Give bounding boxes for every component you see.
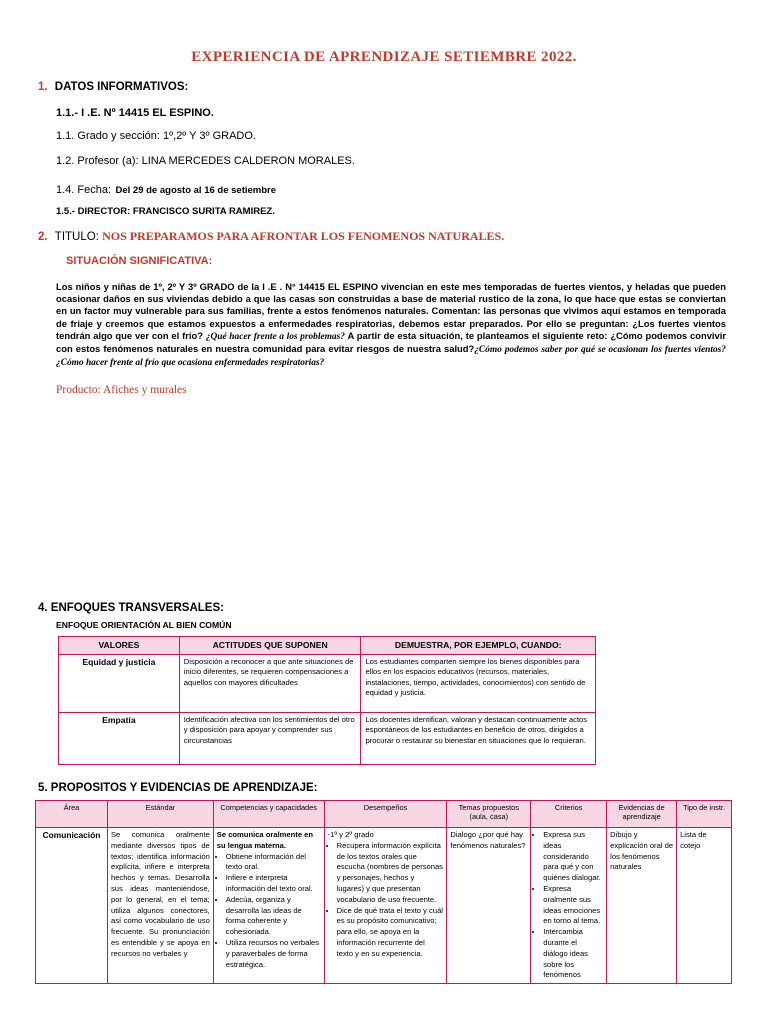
- list-item: • Infiere e interpreta información del texto oral.: [226, 873, 321, 895]
- valor-cell: Empatía: [59, 712, 180, 764]
- col-instrumento: Tipo de instr.: [677, 801, 732, 828]
- ejemplo-cell: Los estudiantes comparten siempre los bienes disponibles para ellos en los espacios educativos (recursos, materiales, instalaciones, tiempo, actividades, conocimientos) con sentido de equidad y justicia.: [361, 654, 596, 712]
- section-5-heading: 5. PROPOSITOS Y EVIDENCIAS DE APRENDIZAJE:: [38, 782, 318, 794]
- section-1-heading: [38, 81, 188, 93]
- fecha-line: [56, 180, 276, 198]
- table-header-row: [36, 801, 732, 828]
- temas-cell: Dialogo ¿por qué hay fenómenos naturales?: [447, 828, 531, 984]
- list-item: • Intercambia durante el diálogo ideas sobre los fenómenos: [543, 927, 603, 981]
- col-desempenos: Desempeños: [324, 801, 447, 828]
- ejemplo-cell: Los docentes identifican, valoran y destacan continuamente actos espontáneos de los estudiantes en beneficio de otros, dirigidos a procurar o restaurar su bienestar en situaciones que lo requieran.: [361, 712, 596, 764]
- list-item: • Obtiene información del texto oral.: [226, 852, 321, 874]
- section-4-heading: 4. ENFOQUES TRANSVERSALES:: [38, 602, 224, 614]
- situacion-text-b: ¿Qué hacer frente a los problemas?: [205, 331, 345, 342]
- fecha-label: 1.4. Fecha:: [56, 184, 112, 196]
- capacidades-list: [217, 852, 321, 971]
- grado-line: 1.1. Grado y sección: 1º,2º Y 3º GRADO.: [56, 130, 256, 142]
- competencia-title: Se comunica oralmente en su lengua materna.: [216, 830, 314, 850]
- col-criterios: Criterios: [531, 801, 607, 828]
- section-2-number: 2.: [38, 231, 48, 243]
- document-title: EXPERIENCIA DE APRENDIZAJE SETIEMBRE 2022.: [191, 49, 577, 65]
- list-item: • Expresa oralmente sus ideas emociones en torno al tema.: [543, 884, 603, 927]
- desempenos-grado: -1º y 2º grado: [327, 830, 374, 839]
- desempenos-list: [328, 841, 444, 960]
- criterios-cell: [531, 828, 607, 984]
- titulo-label: TITULO:: [54, 231, 99, 243]
- col-area: Área: [36, 801, 108, 828]
- col-valores: VALORES: [59, 637, 180, 655]
- col-estandar: Estándar: [107, 801, 213, 828]
- actitud-cell: Disposición a reconocer a que ante situaciones de inicio diferentes, se requieren compensaciones a aquellos con mayores dificultades: [179, 654, 361, 712]
- situacion-heading: SITUACIÓN SIGNIFICATIVA:: [66, 255, 213, 267]
- propositos-table: [35, 800, 732, 984]
- col-competencias: Competencias y capacidades: [213, 801, 324, 828]
- fecha-value: Del 29 de agosto al 16 de setiembre: [115, 185, 277, 196]
- table-row: [36, 828, 732, 984]
- enfoque-subheading: ENFOQUE ORIENTACIÓN AL BIEN COMÚN: [56, 620, 232, 630]
- list-item: • Recupera información explícita de los textos orales que escucha (nombres de personas y personajes, hechos y lugares) y que presentan vocabulario de uso frecuente.: [337, 841, 444, 906]
- col-evidencias: Evidencias de aprendizaje: [607, 801, 677, 828]
- titulo-text: NOS PREPARAMOS PARA AFRONTAR LOS FENOMENOS NATURALES.: [102, 229, 505, 243]
- section-1-title: DATOS INFORMATIVOS:: [54, 81, 189, 93]
- ie-line: 1.1.- I .E. Nº 14415 EL ESPINO.: [56, 107, 214, 119]
- criterios-list: [534, 830, 603, 981]
- actitud-cell: Identificación afectiva con los sentimientos del otro y disposición para apoyar y comprender sus circunstancias: [179, 712, 361, 764]
- situacion-text-a: Los niños y niñas de 1º, 2º Y 3º GRADO de la I .E . N° 14415 EL ESPINO vivencian en este mes temporadas de fuertes vientos, y heladas que pueden ocasionar daños en sus viviendas debido a que las casas son construidas a base de material rustico de la zona, lo que hace que estas se conviertan en un factor muy vulnerable para sus familias, frente a estos fenómenos naturales. Comentan: las personas que vivimos aquí estamos en temporada de friaje y creemos que estamos expuestos a enfermedades respiratorias, debemos estar preparados. Por ello se preguntan: ¿Los fuertes vientos tendrán algo que ver con el frio?: [56, 281, 726, 341]
- situacion-text-d: ¿Cómo podemos saber por qué se ocasionan los fuertes vientos? ¿Cómo hacer frente al frío que ocasiona enfermedades respiratorias?: [56, 345, 726, 369]
- director-line: 1.5.- DIRECTOR: FRANCISCO SURITA RAMIREZ.: [56, 206, 275, 217]
- col-temas: Temas propuestos (aula, casa): [447, 801, 531, 828]
- instrumento-cell: Lista de cotejo: [677, 828, 732, 984]
- evidencias-cell: Dibujo y explicación oral de los fenómenos naturales: [607, 828, 677, 984]
- list-item: • Adecúa, organiza y desarrolla las ideas de forma coherente y cohesionada.: [226, 895, 321, 938]
- situacion-text-c: A partir de esta situación, te planteamos el siguiente reto: ¿Cómo podemos convivir con estos fenómenos naturales en nuestra comunidad para evitar riesgos de nuestra salud?: [56, 329, 726, 355]
- col-demuestra: DEMUESTRA, POR EJEMPLO, CUANDO:: [361, 637, 596, 655]
- table-row: [59, 712, 596, 764]
- competencias-cell: [213, 828, 324, 984]
- profesor-line: 1.2. Profesor (a): LINA MERCEDES CALDERON MORALES.: [56, 155, 355, 167]
- section-2-heading: [38, 229, 504, 244]
- section-1-number: 1.: [38, 81, 48, 93]
- valor-cell: Equidad y justicia: [59, 654, 180, 712]
- col-actitudes: ACTITUDES QUE SUPONEN: [179, 637, 361, 655]
- list-item: • Dice de qué trata el texto y cuál es su propósito comunicativo; para ello, se apoya en la información recurrente del texto y en su experiencia.: [337, 906, 444, 960]
- table-row: [59, 654, 596, 712]
- estandar-cell: Se comunica oralmente mediante diversos tipos de textos; identifica información explícita, infiere e interpreta hechos y temas. Desarrolla sus ideas manteniéndose, por lo general, en el tema; utiliza algunos conectores, así como vocabulario de uso frecuente. Su pronunciación es entendible y se apoya en recursos no verbales y: [107, 828, 213, 984]
- table-header-row: [59, 637, 596, 655]
- enfoques-table: [58, 636, 596, 765]
- list-item: • Utiliza recursos no verbales y paraverbales de forma estratégica.: [226, 938, 321, 970]
- situacion-paragraph: [56, 281, 726, 369]
- producto-line: Producto: Afiches y murales: [56, 384, 187, 396]
- desempenos-cell: [324, 828, 447, 984]
- area-cell: Comunicación: [36, 828, 108, 984]
- list-item: • Expresa sus ideas considerando para qué y con quiénes dialogar.: [543, 830, 603, 884]
